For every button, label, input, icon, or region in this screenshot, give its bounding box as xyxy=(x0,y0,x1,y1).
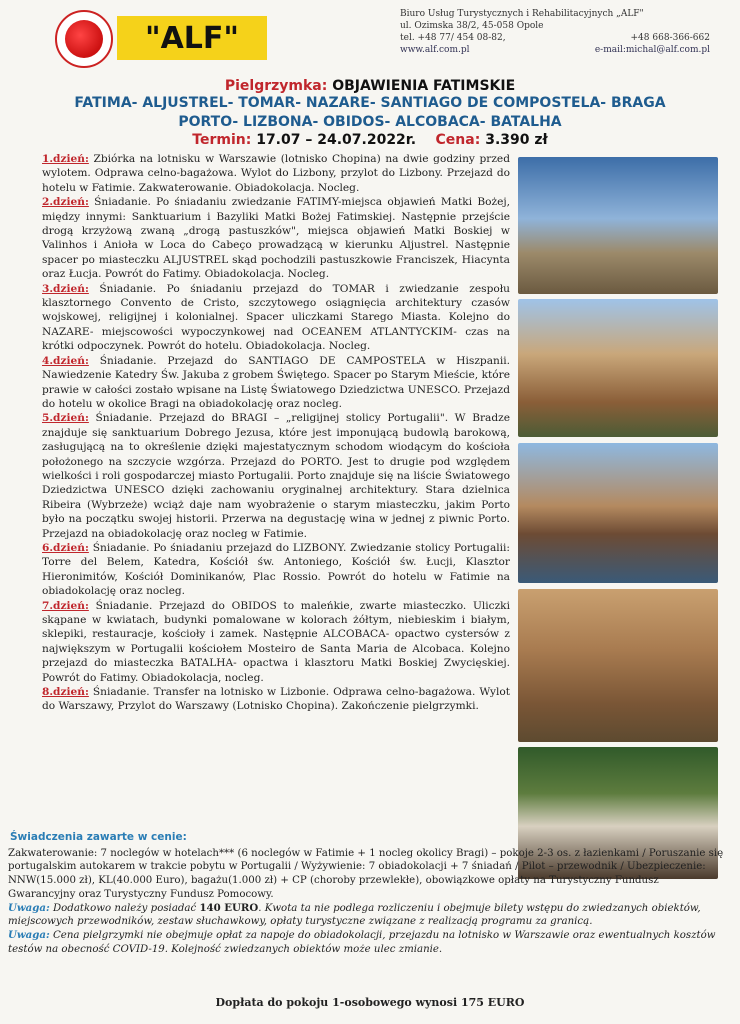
day-text: Zbiórka na lotnisku w Warszawie (lotnisko Chopina) na dwie godziny przed wylotem. Odprawa celno-bagażowa. Wylot do Lizbony, przylot do Lizbony. Przejazd do hotelu w Fatimie. Zakwaterowanie. Obiadokolacja. Nocleg. xyxy=(42,153,510,194)
program xyxy=(42,152,510,714)
route-line-1: FATIMA- ALJUSTREL- TOMAR- NAZARE- SANTIAGO DE COMPOSTELA- BRAGA xyxy=(74,95,666,111)
trip-title xyxy=(40,78,700,94)
note-1-label: Uwaga: xyxy=(8,901,50,914)
price-value: 3.390 zł xyxy=(485,132,548,148)
phone-row xyxy=(400,32,710,44)
logo-text: "ALF" xyxy=(117,16,267,60)
day-text: Śniadanie. Przejazd do SANTIAGO DE CAMPOSTELA w Hiszpanii. Nawiedzenie Katedry Św. Jakuba z grobem Świętego. Spacer po Starym Mieście, które prawie w całości zostało wpisane na Listę Światowego Dziedzictwa UNESCO. Przejazd do hotelu w okolice Bragi na obiadokolację oraz nocleg. xyxy=(42,354,510,410)
day-label: 1.dzień: xyxy=(42,153,89,165)
alf-logo xyxy=(55,8,270,70)
day-label: 4.dzień: xyxy=(42,354,89,367)
services-section xyxy=(8,831,728,956)
services-title: Świadczenia zawarte w cenie: xyxy=(10,831,187,843)
day-3 xyxy=(42,282,510,354)
photo-fatima-basilica xyxy=(518,157,718,294)
note-1 xyxy=(8,902,728,929)
company-name: Biuro Usług Turystycznych i Rehabilitacyjnych „ALF" xyxy=(400,9,644,19)
day-5 xyxy=(42,411,510,541)
day-text: Śniadanie. Po śniadaniu zwiedzanie FATIMY-miejsca objawień Matki Bożej, między innymi: Sanktuarium i Bazyliki Matki Bożej Fatimskiej. Następnie przejście drogą krzyżową zwaną „drogą pastuszków", miejsca objawień Matki Boskiej w Valinhos i Anioła w Loca do Cabeço prowadzącą w kierunku Aljustrel. Następnie spacer po miasteczku ALJUSTREL skąd pochodzili pastuszkowie Franciszek, Hiacynta oraz Łucja. Powrót do Fatimy. Obiadokolacja. Nocleg. xyxy=(42,196,510,281)
day-label: 7.dzień: xyxy=(42,599,89,612)
note-1-text-a: Dodatkowo należy posiadać xyxy=(53,902,197,914)
photo-santiago-cathedral xyxy=(518,299,718,437)
day-1 xyxy=(42,152,510,195)
dates-price xyxy=(40,132,700,148)
trip-name: OBJAWIENIA FATIMSKIE xyxy=(332,78,516,94)
title-block xyxy=(40,78,700,148)
day-text: Śniadanie. Po śniadaniu przejazd do LIZBONY. Zwiedzanie stolicy Portugalii: Torre del Belem, Katedra, Kościół św. Antoniego, Kościół św. Łucji, Klasztor Hieronimitów, Kościół Dominikanów, Plac Rossio. Powrót do hotelu w Fatimie na obiadokolację oraz nocleg. xyxy=(42,541,510,598)
day-label: 8.dzień: xyxy=(42,686,89,699)
day-label: 3.dzień: xyxy=(42,282,89,295)
company-info xyxy=(400,8,710,56)
phone-2: +48 668-366-662 xyxy=(630,33,710,43)
phone-1: tel. +48 77/ 454 08-82, xyxy=(400,33,506,43)
note-2-text: Cena pielgrzymki nie obejmuje opłat za napoje do obiadokolacji, przejazdu na lotnisko w Warszawie oraz ewentualnych kosztów testów na obecność COVID-19. Kolejność zwiedzanych obiektów może ulec zmianie. xyxy=(8,929,716,955)
day-text: Śniadanie. Transfer na lotnisko w Lizbonie. Odprawa celno-bagażowa. Wylot do Warszawy, Przylot do Warszawy (Lotnisko Chopina). Zakończenie pielgrzymki. xyxy=(42,686,510,713)
day-4 xyxy=(42,354,510,412)
services-text: Zakwaterowanie: 7 noclegów w hotelach*** (6 noclegów w Fatimie + 1 nocleg okolicy Bragi) – pokoje 2-3 os. z łazienkami / Poruszanie się portugalskim autokarem w trakcie pobytu w Portugalii / Wyżywienie: 7 obiadokolacji + 7 śniadań / Pilot – przewodnik / Ubezpieczenie: NNW(15.000 zł), KL(40.000 Euro), bagażu(1.000 zł) + CP (choroby przewlekłe), obowiązkowe opłaty na Turystyczny Fundusz Gwarancyjny oraz Turystyczny Fundusz Pomocowy. xyxy=(8,847,724,900)
company-address: ul. Ozimska 38/2, 45-058 Opole xyxy=(400,21,544,31)
single-room-supplement: Dopłata do pokoju 1-osobowego wynosi 175 EURO xyxy=(215,996,525,1009)
header xyxy=(55,8,710,76)
termin-value: 17.07 – 24.07.2022r. xyxy=(256,132,417,148)
web-row xyxy=(400,44,710,56)
note-2-label: Uwaga: xyxy=(8,928,50,941)
day-label: 6.dzień: xyxy=(42,541,89,554)
price-label: Cena: xyxy=(435,132,481,148)
day-label: 2.dzień: xyxy=(42,196,89,209)
note-1-amount: 140 EURO xyxy=(199,901,259,914)
note-1-text-b: . Kwota ta nie podlega rozliczeniu i obejmuje bilety wstępu do zwiedzanych obiektów, miejscowych przewodników, zestaw słuchawkowy, opłaty turystyczne związane z realizacją programu za granicą. xyxy=(8,902,701,928)
day-2 xyxy=(42,195,510,281)
day-label: 5.dzień: xyxy=(42,412,89,425)
trip-prefix: Pielgrzymka: xyxy=(224,78,328,94)
website-link[interactable]: www.alf.com.pl xyxy=(400,45,470,55)
day-text: Śniadanie. Po śniadaniu przejazd do TOMAR i zwiedzanie zespołu klasztornego Convento de Cristo, szczytowego osiągnięcia architektury czasów wojskowej, religijnej i kolonialnej. Spacer uliczkami Starego Miasta. Kolejno do NAZARE- miejscowości wypoczynkowej nad OCEANEM ATLANTYCKIM- czas na krótki odpoczynek. Powrót do hotelu. Obiadokolacja. Nocleg. xyxy=(42,282,510,353)
day-text: Śniadanie. Przejazd do BRAGI – „religijnej stolicy Portugalii". W Bradze znajduje się sanktuarium Dobrego Jezusa, które jest imponującą budowlą barokową, zasługującą na to określenie dzięki majestatycznym schodom wiodącym do kościoła położonego na szczycie wzgórza. Przejazd do PORTO. Jest to drugie pod względem wielkości i roli gospodarczej miasto Portugalii. Porto znajduje się na liście Światowego Dziedzictwa UNESCO dzięki zachowaniu oryginalnej architektury. Stara dzielnica Ribeira (Wybrzeże) wciąż daje nam wyobrażenie o starym miasteczku, jakim Porto było na początku swojej historii. Przerwa na degustację wina w jednej z piwnic Porto. Przejazd na obiadokolację oraz nocleg w Fatimie. xyxy=(42,412,510,540)
photo-porto-bridge xyxy=(518,443,718,583)
day-6 xyxy=(42,541,510,599)
day-8 xyxy=(42,685,510,714)
photo-lisbon-monastery xyxy=(518,589,718,742)
route-line-2: PORTO- LIZBONA- OBIDOS- ALCOBACA- BATALHA xyxy=(178,114,562,130)
day-text: Śniadanie. Przejazd do OBIDOS to maleńkie, zwarte miasteczko. Uliczki skąpane w kwiatach, budynki pomalowane w kolorach żółtym, niebieskim i białym, sklepiki, restauracje, kościoły i zamek. Następnie ALCOBACA- opactwo cystersów z największym w Portugalii kościołem Mosteiro de Santa Maria de Alcobaca. Kolejno przejazd do miasteczka BATALHA- opactwa i klasztoru Matki Boskiej Zwycięskiej. Powrót do Fatimy. Obiadokolacja, nocleg. xyxy=(42,599,510,684)
note-2 xyxy=(8,929,728,956)
day-7 xyxy=(42,599,510,685)
logo-emblem-icon xyxy=(55,10,113,68)
termin-label: Termin: xyxy=(192,132,252,148)
email-link[interactable]: e-mail:michal@alf.com.pl xyxy=(594,45,710,55)
